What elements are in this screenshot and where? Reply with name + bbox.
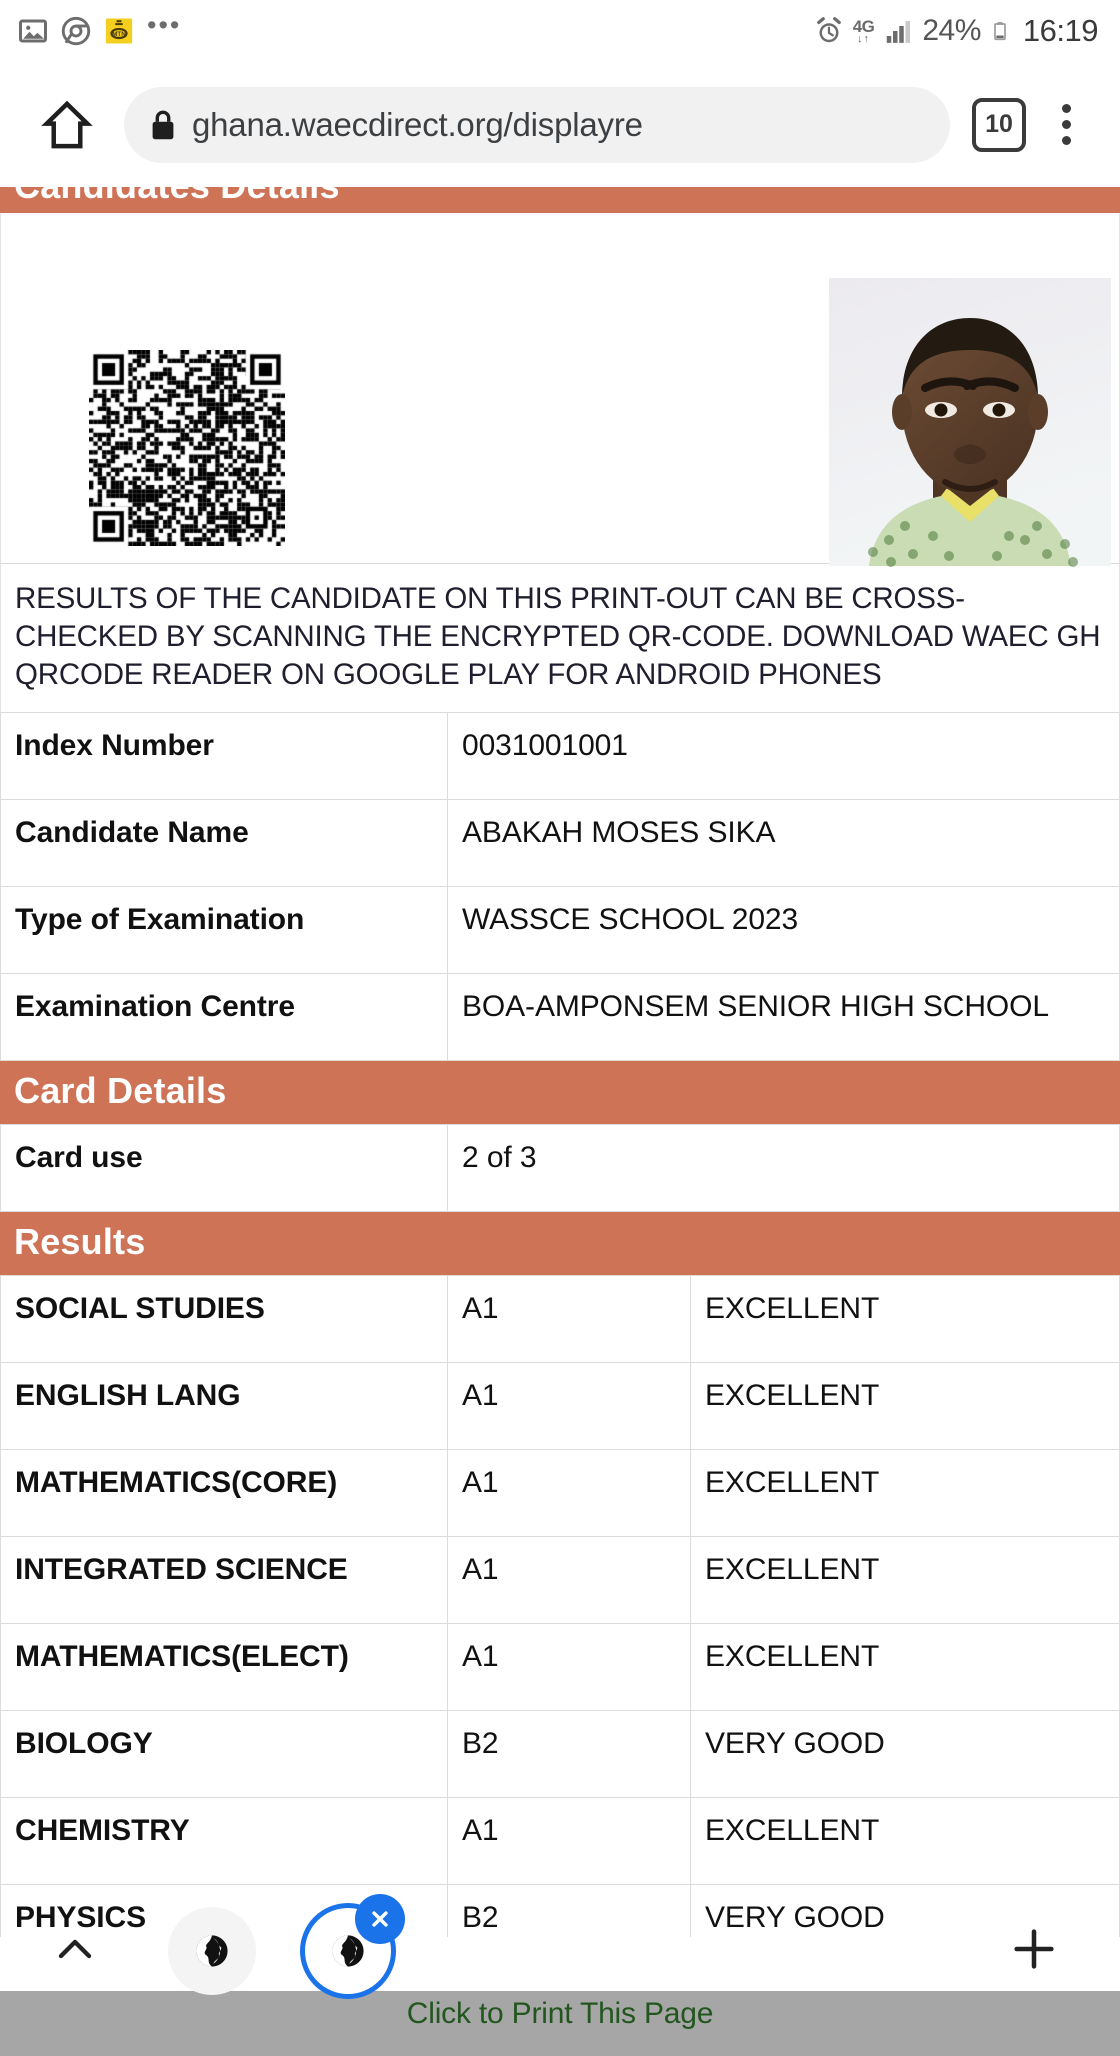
result-grade: A1 xyxy=(448,1363,691,1450)
card-details-header xyxy=(0,1061,1120,1124)
network-type-indicator: 4G ↓↑ xyxy=(852,16,875,45)
result-subject: INTEGRATED SCIENCE xyxy=(1,1537,448,1624)
table-row xyxy=(1,1711,1120,1798)
kebab-menu-icon xyxy=(1062,104,1071,113)
result-subject: CHEMISTRY xyxy=(1,1798,448,1885)
status-bar-system xyxy=(814,13,1098,49)
card-details-table xyxy=(0,1124,1120,1212)
result-grade: A1 xyxy=(448,1624,691,1711)
globe-icon xyxy=(195,1934,229,1968)
result-remark: VERY GOOD xyxy=(691,1885,1120,1972)
result-remark: EXCELLENT xyxy=(691,1363,1120,1450)
table-row xyxy=(1,713,1120,800)
result-grade: B2 xyxy=(448,1885,691,1972)
result-subject: MATHEMATICS(ELECT) xyxy=(1,1624,448,1711)
result-subject: MATHEMATICS(CORE) xyxy=(1,1450,448,1537)
home-icon xyxy=(40,98,94,152)
result-remark: EXCELLENT xyxy=(691,1624,1120,1711)
table-row xyxy=(1,887,1120,974)
chevron-up-icon xyxy=(51,1926,99,1974)
globe-icon xyxy=(331,1934,365,1968)
close-tab-button[interactable] xyxy=(355,1894,405,1944)
row-value: 0031001001 xyxy=(448,713,1120,800)
row-value: 2 of 3 xyxy=(448,1125,1120,1212)
overflow-dots-icon: ••• xyxy=(147,10,182,40)
table-row xyxy=(1,1624,1120,1711)
money-app-icon xyxy=(104,16,134,46)
qr-notice-text: RESULTS OF THE CANDIDATE ON THIS PRINT-OUT CAN BE CROSS-CHECKED BY SCANNING THE ENCRYPTED QR-CODE. DOWNLOAD WAEC GH QRCODE READER ON GOOGLE PLAY FOR ANDROID PHONES xyxy=(0,563,1120,712)
tab-thumbnail-inactive[interactable] xyxy=(168,1907,256,1995)
signal-bars-icon xyxy=(883,16,913,46)
result-subject: PHYSICS xyxy=(1,1885,448,1972)
chrome-icon xyxy=(61,16,91,46)
home-button[interactable] xyxy=(36,94,98,156)
row-label: Candidate Name xyxy=(1,800,448,887)
address-bar[interactable] xyxy=(124,87,950,163)
candidate-media-row xyxy=(0,213,1120,563)
candidate-details-table xyxy=(0,712,1120,1061)
close-icon xyxy=(367,1906,393,1932)
row-value: BOA-AMPONSEM SENIOR HIGH SCHOOL xyxy=(448,974,1120,1061)
result-remark: VERY GOOD xyxy=(691,1711,1120,1798)
image-icon xyxy=(18,16,48,46)
row-value: ABAKAH MOSES SIKA xyxy=(448,800,1120,887)
results-header-label: Results xyxy=(14,1221,146,1263)
table-row xyxy=(1,1276,1120,1363)
table-row xyxy=(1,800,1120,887)
table-row xyxy=(1,1450,1120,1537)
svg-text:MTN: MTN xyxy=(112,31,126,38)
status-bar xyxy=(0,0,1120,62)
clock-time: 16:19 xyxy=(1022,13,1098,48)
battery-percent: 24% xyxy=(922,14,981,47)
row-value: WASSCE SCHOOL 2023 xyxy=(448,887,1120,974)
browser-bottom-bar xyxy=(0,1937,1120,1991)
url-text: ghana.waecdirect.org/displayre xyxy=(192,105,643,143)
card-details-header-label: Card Details xyxy=(14,1070,227,1112)
browser-menu-button[interactable] xyxy=(1038,104,1094,145)
row-label: Examination Centre xyxy=(1,974,448,1061)
result-grade: A1 xyxy=(448,1450,691,1537)
result-subject: BIOLOGY xyxy=(1,1711,448,1798)
result-grade: A1 xyxy=(448,1798,691,1885)
avatar xyxy=(829,278,1111,566)
result-remark: EXCELLENT xyxy=(691,1537,1120,1624)
results-header xyxy=(0,1212,1120,1275)
plus-icon xyxy=(1008,1923,1060,1975)
tab-switcher-button[interactable] xyxy=(972,98,1026,152)
result-grade: A1 xyxy=(448,1276,691,1363)
result-remark: EXCELLENT xyxy=(691,1276,1120,1363)
candidate-details-header xyxy=(0,165,1120,213)
tab-count-label: 10 xyxy=(985,110,1013,138)
result-grade: A1 xyxy=(448,1537,691,1624)
results-table xyxy=(0,1275,1120,1972)
candidate-photo xyxy=(829,278,1111,566)
print-page-link[interactable]: Click to Print This Page xyxy=(406,1997,714,2031)
result-grade: B2 xyxy=(448,1711,691,1798)
tab-thumbnail-active[interactable] xyxy=(300,1903,396,1999)
row-label: Card use xyxy=(1,1125,448,1212)
table-row xyxy=(1,1125,1120,1212)
lock-icon xyxy=(150,108,176,142)
candidate-details-header-label: Candidates Details xyxy=(14,165,340,206)
table-row xyxy=(1,1363,1120,1450)
web-page-content xyxy=(0,165,1120,2031)
result-subject: SOCIAL STUDIES xyxy=(1,1276,448,1363)
status-bar-notifications xyxy=(18,10,182,46)
alarm-icon xyxy=(814,16,844,46)
qr-code-icon xyxy=(89,350,285,546)
table-row xyxy=(1,1798,1120,1885)
table-row xyxy=(1,974,1120,1061)
new-tab-button[interactable] xyxy=(996,1911,1072,1987)
row-label: Index Number xyxy=(1,713,448,800)
battery-icon xyxy=(990,16,1010,46)
result-remark: EXCELLENT xyxy=(691,1798,1120,1885)
result-remark: EXCELLENT xyxy=(691,1450,1120,1537)
result-subject: ENGLISH LANG xyxy=(1,1363,448,1450)
row-label: Type of Examination xyxy=(1,887,448,974)
scroll-up-button[interactable] xyxy=(40,1915,110,1985)
table-row xyxy=(1,1537,1120,1624)
